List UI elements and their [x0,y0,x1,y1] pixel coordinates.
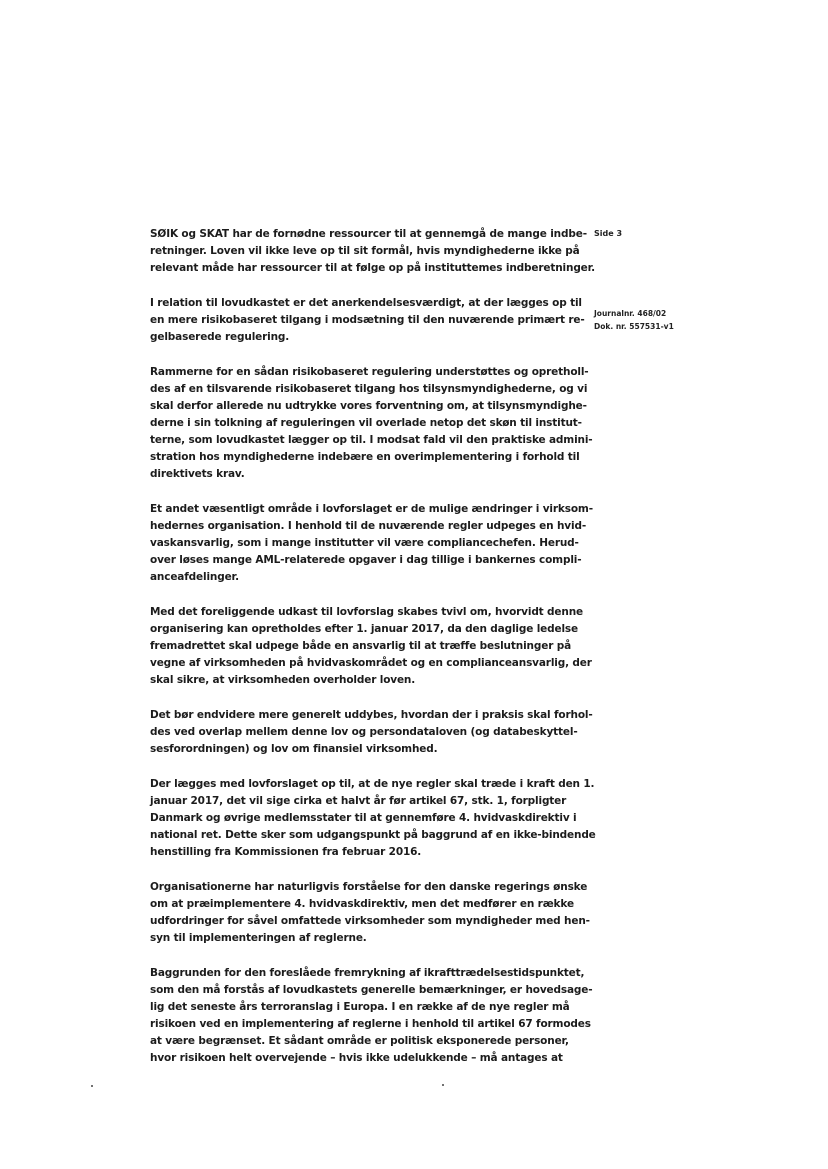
text-line: derne i sin tolkning af reguleringen vil overlade netop det skøn til institut- [150,417,582,429]
text-line: Et andet væsentligt område i lovforslaget er de mulige ændringer i virksom- [150,503,593,515]
text-line: risikoen ved en implementering af reglerne i henhold til artikel 67 formodes [150,1018,591,1030]
document-number: Dok. nr. 557531-v1 [594,322,674,331]
text-line: des ved overlap mellem denne lov og persondataloven (og databeskyttel- [150,726,578,738]
text-line: januar 2017, det vil sige cirka et halvt år før artikel 67, stk. 1, forpligter [150,795,567,807]
text-line: fremadrettet skal udpege både en ansvarlig til at træffe beslutninger på [150,640,572,652]
text-line: lig det seneste års terroranslag i Europa. I en række af de nye regler må [150,1001,570,1013]
text-line: om at præimplementere 4. hvidvaskdirektiv, men det medfører en række [150,898,574,910]
paragraph [150,879,590,947]
text-line: Organisationerne har naturligvis forståelse for den danske regerings ønske [150,881,588,893]
text-line: Med det foreliggende udkast til lovforslag skabes tvivl om, hvorvidt denne [150,606,584,618]
text-line: en mere risikobaseret tilgang i modsætning til den nuværende primært re- [150,314,585,326]
text-line: skal derfor allerede nu udtrykke vores forventning om, at tilsynsmyndighe- [150,400,587,412]
paragraph [150,364,593,483]
text-line: at være begrænset. Et sådant område er politisk eksponerede personer, [150,1035,569,1047]
text-line: terne, som lovudkastet lægger op til. I modsat fald vil den praktiske admini- [150,434,593,446]
paragraph [150,965,593,1067]
text-line: syn til implementeringen af reglerne. [150,932,367,944]
text-line: national ret. Dette sker som udgangspunkt på baggrund af en ikke-bindende [150,829,596,841]
text-line: relevant måde har ressourcer til at følge op på instituttemes indberetninger. [150,262,596,274]
scan-speck [442,1084,444,1086]
text-line: direktivets krav. [150,468,245,480]
paragraph [150,707,593,758]
text-line: Der lægges med lovforslaget op til, at de nye regler skal træde i kraft den 1. [150,778,595,790]
text-line: vaskansvarlig, som i mange institutter vil være compliancechefen. Herud- [150,537,579,549]
text-line: des af en tilsvarende risikobaseret tilgang hos tilsynsmyndighederne, og vi [150,383,588,395]
journal-number: Journalnr. 468/02 [594,309,667,318]
text-line: anceafdelinger. [150,571,239,583]
text-line: udfordringer for såvel omfattede virksomheder som myndigheder med hen- [150,915,590,927]
paragraph [150,226,596,277]
paragraph [150,501,593,586]
text-line: skal sikre, at virksomheden overholder loven. [150,674,416,686]
paragraph [150,295,585,346]
body-text [150,226,596,1085]
text-line: retninger. Loven vil ikke leve op til sit formål, hvis myndighederne ikke på [150,245,580,257]
text-line: organisering kan opretholdes efter 1. januar 2017, da den daglige ledelse [150,623,578,635]
text-line: I relation til lovudkastet er det anerkendelsesværdigt, at der lægges op til [150,297,582,309]
text-line: sesforordningen) og lov om finansiel virksomhed. [150,743,438,755]
text-line: stration hos myndighederne indebære en overimplementering i forhold til [150,451,580,463]
text-line: Rammerne for en sådan risikobaseret regulering understøttes og opretholl- [150,366,589,378]
text-line: gelbaserede regulering. [150,331,290,343]
text-line: hedernes organisation. I henhold til de nuværende regler udpeges en hvid- [150,520,587,532]
text-line: Danmark og øvrige medlemsstater til at gennemføre 4. hvidvaskdirektiv i [150,812,577,824]
text-line: hvor risikoen helt overvejende – hvis ikke udelukkende – må antages at [150,1052,563,1064]
text-line: henstilling fra Kommissionen fra februar 2016. [150,846,422,858]
text-line: SØIK og SKAT har de fornødne ressourcer til at gennemgå de mange indbe- [150,228,587,240]
page-number-label: Side 3 [594,229,623,238]
paragraph [150,604,592,689]
text-line: over løses mange AML-relaterede opgaver i dag tillige i bankernes compli- [150,554,582,566]
text-line: vegne af virksomheden på hvidvaskområdet og en complianceansvarlig, der [150,657,592,669]
paragraph [150,776,596,861]
journal-reference [594,307,714,333]
text-line: Det bør endvidere mere generelt uddybes, hvordan der i praksis skal forhol- [150,709,593,721]
text-line: som den må forstås af lovudkastets generelle bemærkninger, er hovedsage- [150,984,593,996]
scan-speck [91,1085,93,1087]
text-line: Baggrunden for den foreslåede fremrykning af ikrafttrædelsestidspunktet, [150,967,585,979]
margin-notes [594,228,714,240]
